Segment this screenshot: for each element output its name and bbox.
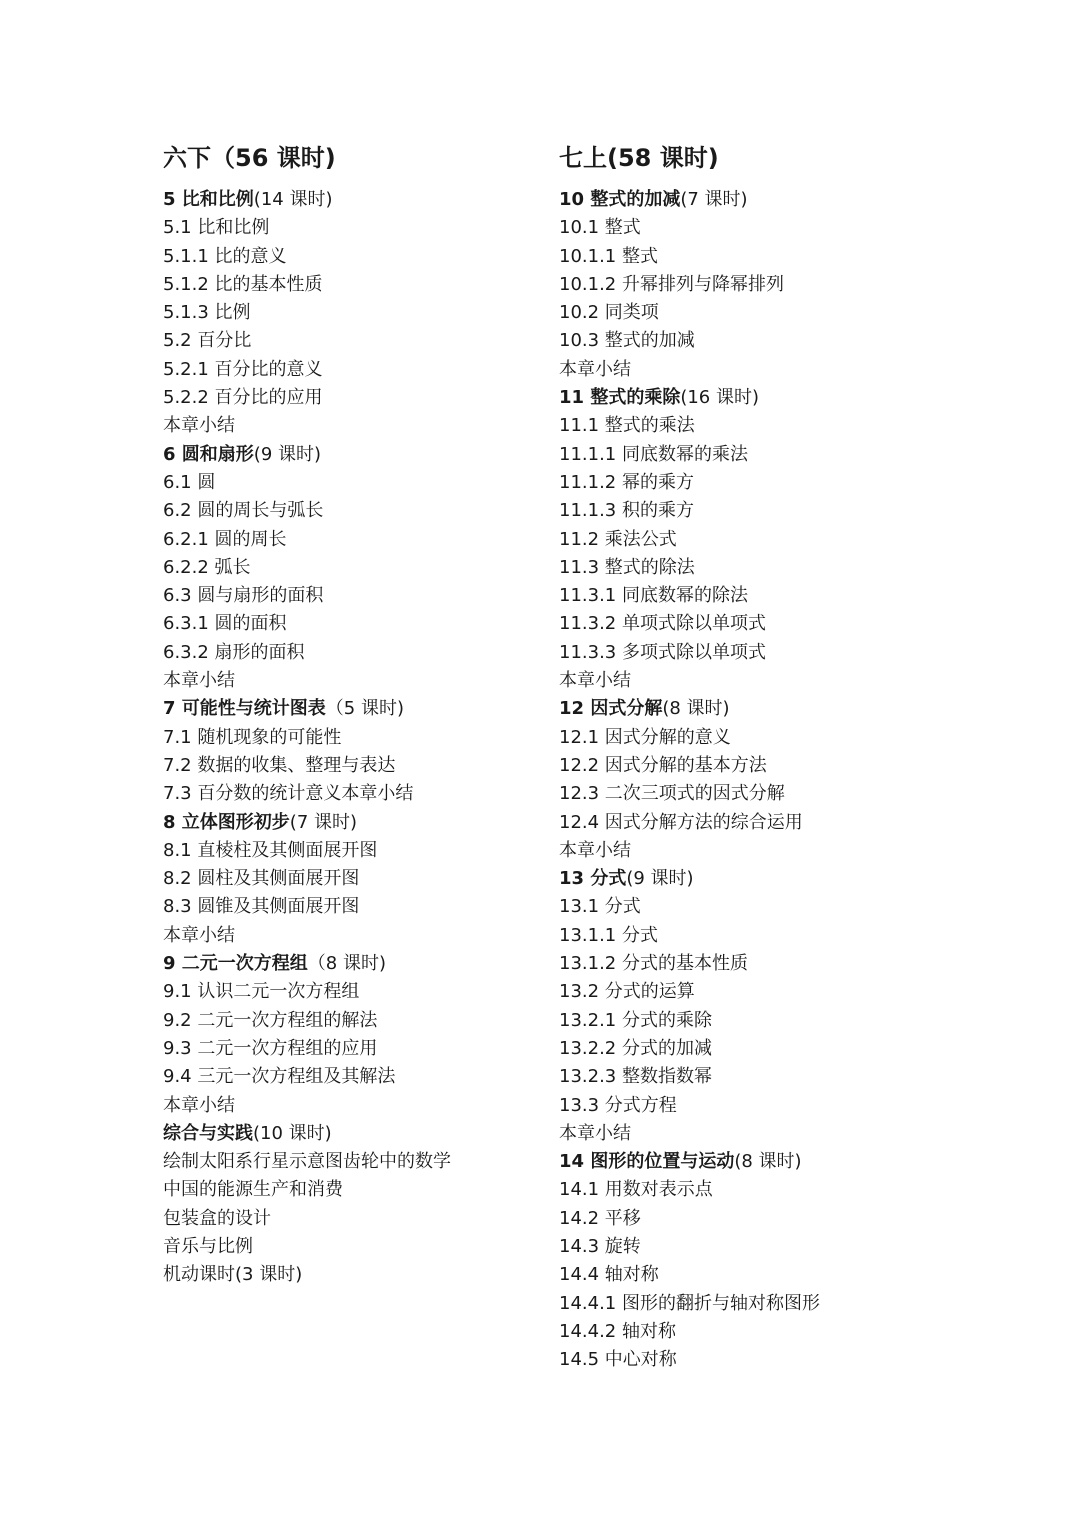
outline-item bbox=[163, 610, 543, 638]
outline-item bbox=[559, 639, 959, 667]
outline-item bbox=[559, 1176, 959, 1204]
outline-item bbox=[163, 554, 543, 582]
outline-item bbox=[163, 412, 543, 440]
outline-item-text: 5.1.2 比的基本性质 bbox=[163, 273, 323, 295]
outline-item-text: 12.3 二次三项式的因式分解 bbox=[559, 783, 785, 805]
chapter-heading bbox=[163, 695, 543, 723]
outline-item-text: 13.2.1 分式的乘除 bbox=[559, 1009, 712, 1031]
outline-item-text: 本章小结 bbox=[559, 1122, 631, 1144]
outline-item bbox=[559, 271, 959, 299]
outline-item bbox=[559, 978, 959, 1006]
outline-item bbox=[559, 469, 959, 497]
outline-item-text: 11.3 整式的除法 bbox=[559, 556, 695, 578]
outline-item-text: 本章小结 bbox=[163, 1094, 235, 1116]
outline-item-text: 绘制太阳系行星示意图齿轮中的数学 bbox=[163, 1151, 451, 1173]
outline-item-text: 6.3 圆与扇形的面积 bbox=[163, 585, 324, 607]
outline-item-text: 6.3.2 扇形的面积 bbox=[163, 641, 305, 663]
outline-item bbox=[163, 724, 543, 752]
outline-item bbox=[559, 497, 959, 525]
outline-item-text: 5.2 百分比 bbox=[163, 330, 252, 352]
outline-item-text: 10.1 整式 bbox=[559, 217, 641, 239]
outline-item bbox=[163, 271, 543, 299]
outline-item bbox=[163, 1063, 543, 1091]
outline-item-text: 中国的能源生产和消费 bbox=[163, 1179, 343, 1201]
outline-item-text: 5.1.1 比的意义 bbox=[163, 245, 287, 267]
outline-item bbox=[559, 299, 959, 327]
outline-item-text: 13.2.3 整数指数幂 bbox=[559, 1066, 712, 1088]
outline-item-text: 14.1 用数对表示点 bbox=[559, 1179, 713, 1201]
outline-item bbox=[163, 1007, 543, 1035]
outline-item-text: 本章小结 bbox=[163, 670, 235, 692]
outline-item bbox=[559, 1120, 959, 1148]
outline-item bbox=[163, 1205, 543, 1233]
outline-list bbox=[163, 186, 543, 1290]
chapter-hours: (9 课时) bbox=[253, 443, 322, 465]
outline-item bbox=[559, 1092, 959, 1120]
outline-item bbox=[163, 639, 543, 667]
chapter-title: 10 整式的加减 bbox=[559, 189, 681, 210]
outline-item-text: 10.3 整式的加减 bbox=[559, 330, 695, 352]
outline-item bbox=[559, 922, 959, 950]
outline-item-text: 7.3 百分数的统计意义本章小结 bbox=[163, 783, 414, 805]
outline-item bbox=[163, 893, 543, 921]
outline-item bbox=[559, 526, 959, 554]
outline-item-text: 8.2 圆柱及其侧面展开图 bbox=[163, 868, 360, 890]
chapter-title: 11 整式的乘除 bbox=[559, 387, 681, 409]
outline-item-text: 14.4 轴对称 bbox=[559, 1264, 659, 1286]
outline-item-text: 音乐与比例 bbox=[163, 1235, 253, 1257]
outline-item bbox=[163, 922, 543, 950]
chapter-hours: (14 课时) bbox=[253, 189, 333, 210]
chapter-hours: (8 课时) bbox=[662, 698, 730, 720]
outline-item-text: 本章小结 bbox=[559, 670, 631, 692]
outline-item bbox=[559, 667, 959, 695]
chapter-hours: （5 课时) bbox=[325, 698, 404, 720]
right-column bbox=[559, 138, 959, 1374]
outline-item-text: 9.2 二元一次方程组的解法 bbox=[163, 1009, 378, 1031]
outline-item-text: 11.1.2 幂的乘方 bbox=[559, 471, 694, 493]
outline-item-text: 11.1.3 积的乘方 bbox=[559, 500, 694, 522]
outline-item-text: 6.3.1 圆的面积 bbox=[163, 613, 287, 635]
chapter-heading bbox=[163, 186, 543, 214]
outline-item bbox=[163, 299, 543, 327]
outline-item-text: 机动课时(3 课时) bbox=[163, 1264, 303, 1286]
chapter-title: 9 二元一次方程组 bbox=[163, 953, 308, 975]
outline-item-text: 本章小结 bbox=[163, 924, 235, 946]
column-title: 七上(58 课时) bbox=[559, 144, 719, 172]
outline-item bbox=[559, 1318, 959, 1346]
chapter-title: 7 可能性与统计图表 bbox=[163, 698, 326, 720]
chapter-hours: (8 课时) bbox=[734, 1151, 802, 1173]
outline-item bbox=[559, 1346, 959, 1374]
outline-item-text: 9.4 三元一次方程组及其解法 bbox=[163, 1066, 396, 1088]
outline-item-text: 11.3.1 同底数幂的除法 bbox=[559, 585, 748, 607]
outline-item-text: 9.3 二元一次方程组的应用 bbox=[163, 1037, 378, 1059]
outline-item-text: 12.1 因式分解的意义 bbox=[559, 726, 731, 748]
chapter-heading bbox=[163, 809, 543, 837]
outline-item-text: 5.1.3 比例 bbox=[163, 302, 251, 324]
chapter-hours: (16 课时) bbox=[680, 387, 759, 409]
chapter-heading bbox=[559, 695, 959, 723]
column-title: 六下（56 课时) bbox=[163, 144, 336, 172]
outline-item-text: 13.2.2 分式的加减 bbox=[559, 1037, 712, 1059]
outline-item-text: 10.1.1 整式 bbox=[559, 245, 658, 267]
outline-item-text: 13.1.1 分式 bbox=[559, 924, 658, 946]
outline-item-text: 11.3.2 单项式除以单项式 bbox=[559, 613, 766, 635]
outline-item-text: 11.1.1 同底数幂的乘法 bbox=[559, 443, 748, 465]
outline-item bbox=[559, 1063, 959, 1091]
outline-item bbox=[559, 809, 959, 837]
outline-item-text: 包装盒的设计 bbox=[163, 1207, 271, 1229]
outline-item-text: 本章小结 bbox=[559, 358, 631, 380]
chapter-hours: （8 课时) bbox=[307, 953, 386, 975]
outline-item bbox=[559, 554, 959, 582]
outline-item bbox=[163, 497, 543, 525]
outline-item bbox=[559, 327, 959, 355]
chapter-heading bbox=[559, 186, 959, 214]
outline-item-text: 14.4.2 轴对称 bbox=[559, 1320, 676, 1342]
outline-item-text: 12.2 因式分解的基本方法 bbox=[559, 754, 767, 776]
outline-item-text: 7.2 数据的收集、整理与表达 bbox=[163, 754, 396, 776]
outline-item-text: 14.3 旋转 bbox=[559, 1235, 641, 1257]
outline-item bbox=[163, 1233, 543, 1261]
chapter-heading bbox=[559, 865, 959, 893]
outline-item-text: 13.2 分式的运算 bbox=[559, 981, 695, 1003]
outline-item bbox=[163, 1148, 543, 1176]
chapter-title: 13 分式 bbox=[559, 868, 627, 890]
outline-item-text: 9.1 认识二元一次方程组 bbox=[163, 981, 360, 1003]
outline-item bbox=[559, 752, 959, 780]
outline-item bbox=[559, 780, 959, 808]
outline-item bbox=[163, 384, 543, 412]
outline-item-text: 8.1 直棱柱及其侧面展开图 bbox=[163, 839, 378, 861]
outline-item bbox=[559, 1233, 959, 1261]
outline-item-text: 8.3 圆锥及其侧面展开图 bbox=[163, 896, 360, 918]
outline-item bbox=[163, 214, 543, 242]
outline-item bbox=[559, 582, 959, 610]
outline-item-text: 6.2.1 圆的周长 bbox=[163, 528, 287, 550]
outline-item-text: 10.1.2 升幂排列与降幂排列 bbox=[559, 273, 784, 295]
outline-item bbox=[559, 893, 959, 921]
outline-item-text: 12.4 因式分解方法的综合运用 bbox=[559, 811, 803, 833]
outline-item bbox=[559, 610, 959, 638]
outline-item bbox=[163, 243, 543, 271]
outline-item bbox=[559, 1007, 959, 1035]
chapter-title: 综合与实践 bbox=[163, 1122, 253, 1144]
chapter-heading bbox=[163, 441, 543, 469]
outline-item-text: 本章小结 bbox=[559, 839, 631, 861]
chapter-hours: (7 课时) bbox=[289, 811, 358, 833]
outline-item bbox=[163, 1176, 543, 1204]
outline-item bbox=[559, 837, 959, 865]
outline-item bbox=[559, 243, 959, 271]
outline-item-text: 5.2.2 百分比的应用 bbox=[163, 387, 323, 409]
outline-item bbox=[163, 1035, 543, 1063]
outline-item-text: 7.1 随机现象的可能性 bbox=[163, 726, 342, 748]
outline-item-text: 11.1 整式的乘法 bbox=[559, 415, 695, 437]
chapter-heading bbox=[559, 1148, 959, 1176]
chapter-heading bbox=[163, 950, 543, 978]
outline-item bbox=[163, 356, 543, 384]
outline-item bbox=[163, 837, 543, 865]
outline-item bbox=[163, 1261, 543, 1289]
outline-item bbox=[163, 752, 543, 780]
outline-item-text: 14.4.1 图形的翻折与轴对称图形 bbox=[559, 1292, 820, 1314]
outline-item bbox=[163, 865, 543, 893]
outline-item bbox=[559, 1205, 959, 1233]
outline-item-text: 5.2.1 百分比的意义 bbox=[163, 358, 323, 380]
outline-item bbox=[559, 356, 959, 384]
outline-item bbox=[163, 1092, 543, 1120]
outline-item bbox=[163, 582, 543, 610]
outline-item-text: 14.5 中心对称 bbox=[559, 1349, 677, 1371]
chapter-title: 12 因式分解 bbox=[559, 698, 663, 720]
outline-item bbox=[559, 412, 959, 440]
chapter-title: 5 比和比例 bbox=[163, 189, 254, 210]
outline-item bbox=[559, 724, 959, 752]
outline-item bbox=[559, 1035, 959, 1063]
outline-item bbox=[163, 469, 543, 497]
outline-item bbox=[559, 1261, 959, 1289]
outline-item bbox=[559, 441, 959, 469]
outline-item-text: 14.2 平移 bbox=[559, 1207, 641, 1229]
chapter-title: 8 立体图形初步 bbox=[163, 811, 290, 833]
chapter-heading bbox=[163, 1120, 543, 1148]
outline-item-text: 13.1.2 分式的基本性质 bbox=[559, 953, 748, 975]
outline-item-text: 10.2 同类项 bbox=[559, 302, 659, 324]
chapter-hours: (9 课时) bbox=[626, 868, 694, 890]
outline-item-text: 13.3 分式方程 bbox=[559, 1094, 677, 1116]
outline-item bbox=[163, 526, 543, 554]
outline-item bbox=[163, 667, 543, 695]
outline-item-text: 11.3.3 多项式除以单项式 bbox=[559, 641, 766, 663]
outline-item-text: 本章小结 bbox=[163, 415, 235, 437]
outline-item bbox=[559, 1290, 959, 1318]
outline-item bbox=[163, 978, 543, 1006]
outline-item bbox=[163, 780, 543, 808]
outline-item-text: 5.1 比和比例 bbox=[163, 217, 270, 239]
chapter-hours: (7 课时) bbox=[680, 189, 748, 210]
chapter-title: 14 图形的位置与运动 bbox=[559, 1151, 735, 1173]
chapter-title: 6 圆和扇形 bbox=[163, 443, 254, 465]
outline-item bbox=[559, 214, 959, 242]
outline-item-text: 11.2 乘法公式 bbox=[559, 528, 677, 550]
outline-item-text: 6.1 圆 bbox=[163, 471, 216, 493]
chapter-heading bbox=[559, 384, 959, 412]
left-column bbox=[163, 138, 543, 1290]
outline-item bbox=[559, 950, 959, 978]
chapter-hours: (10 课时) bbox=[253, 1122, 332, 1144]
outline-list bbox=[559, 186, 959, 1374]
outline-item-text: 6.2 圆的周长与弧长 bbox=[163, 500, 324, 522]
outline-item-text: 6.2.2 弧长 bbox=[163, 556, 251, 578]
outline-item-text: 13.1 分式 bbox=[559, 896, 641, 918]
outline-item bbox=[163, 327, 543, 355]
